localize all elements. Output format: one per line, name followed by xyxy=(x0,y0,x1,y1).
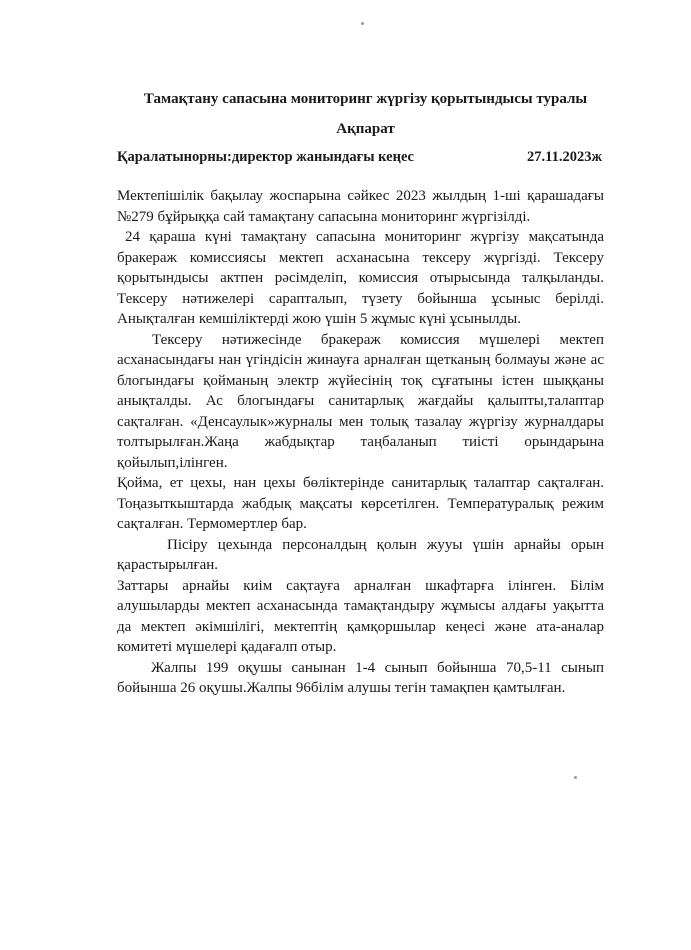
paragraph-findings: Тексеру нәтижесінде бракераж комиссия мүшелері мектеп асханасындағы нан үгіндісін жинауға арналған щетканың болмауы және ас блогындағы қойманың электр жүйесінің тоқ сұғатыны істен шыққаны анықталды. Ас блогындағы санитарлық жағдайы қалыпты,талаптар сақталған. «Денсаулык»журналы мен толық тазалау жүргізу журналдары толтырылған.Жаңа жабдықтар таңбаланып тиісті орындарына қойылып,ілінген. xyxy=(117,331,604,471)
document-date: 27.11.2023ж xyxy=(527,149,602,165)
paragraph-cooking: Пісіру цехында персоналдың қолын жууы үшін арнайы орын қарастырылған. xyxy=(117,536,604,573)
document-body xyxy=(117,186,604,699)
scan-speck xyxy=(574,776,577,779)
document-subtitle: Ақпарат xyxy=(336,121,395,137)
paragraph-order: Мектепішілік бақылау жоспарына сәйкес 2023 жылдың 1-ші қарашадағы №279 бұйрыққа сай тамақтану сапасына мониторинг жүргізілді. xyxy=(117,188,604,225)
scan-speck xyxy=(361,22,364,25)
paragraph-inspection: 24 қараша күні тамақтану сапасына мониторинг жүргізу мақсатында бракераж комиссиясы мектеп асханасына тексеру жүргізді. Тексеру қорытындысы актпен рәсімделіп, комиссия отырысында талқыланды. Тексеру нәтижелері сарапталып, түзету бойынша ұсыныс берілді. Анықталған кемшіліктерді жою үшін 5 жұмыс күні ұсынылды. xyxy=(117,229,604,327)
meta-line xyxy=(117,149,602,166)
paragraph-students: Жалпы 199 оқушы санынан 1-4 сынып бойынша 70,5-11 сынып бойынша 26 оқушы.Жалпы 96білім алушы тегін тамақпен қамтылған. xyxy=(117,659,604,696)
paragraph-storage: Қойма, ет цехы, нан цехы бөліктерінде санитарлық талаптар сақталған. Тоңазыткыштарда жабдық мақсаты көрсетілген. Температуралық режим сақталған. Термомертлер бар. xyxy=(117,475,604,532)
paragraph-clothing: Заттары арнайы киім сақтауға арналған шкафтарға ілінген. Білім алушыларды мектеп асханасында тамақтандыру жұмысы алдағы уақытта да мектеп әкімшілігі, мектептің қамқоршылар кеңесі және ата-аналар комитеті мүшелері қадағалп отыр. xyxy=(117,577,604,655)
document-title: Тамақтану сапасына мониторинг жүргізу қорытындысы туралы xyxy=(143,91,588,107)
considered-at-label: Қаралатынорны:директор жанындағы кеңес xyxy=(117,149,414,165)
